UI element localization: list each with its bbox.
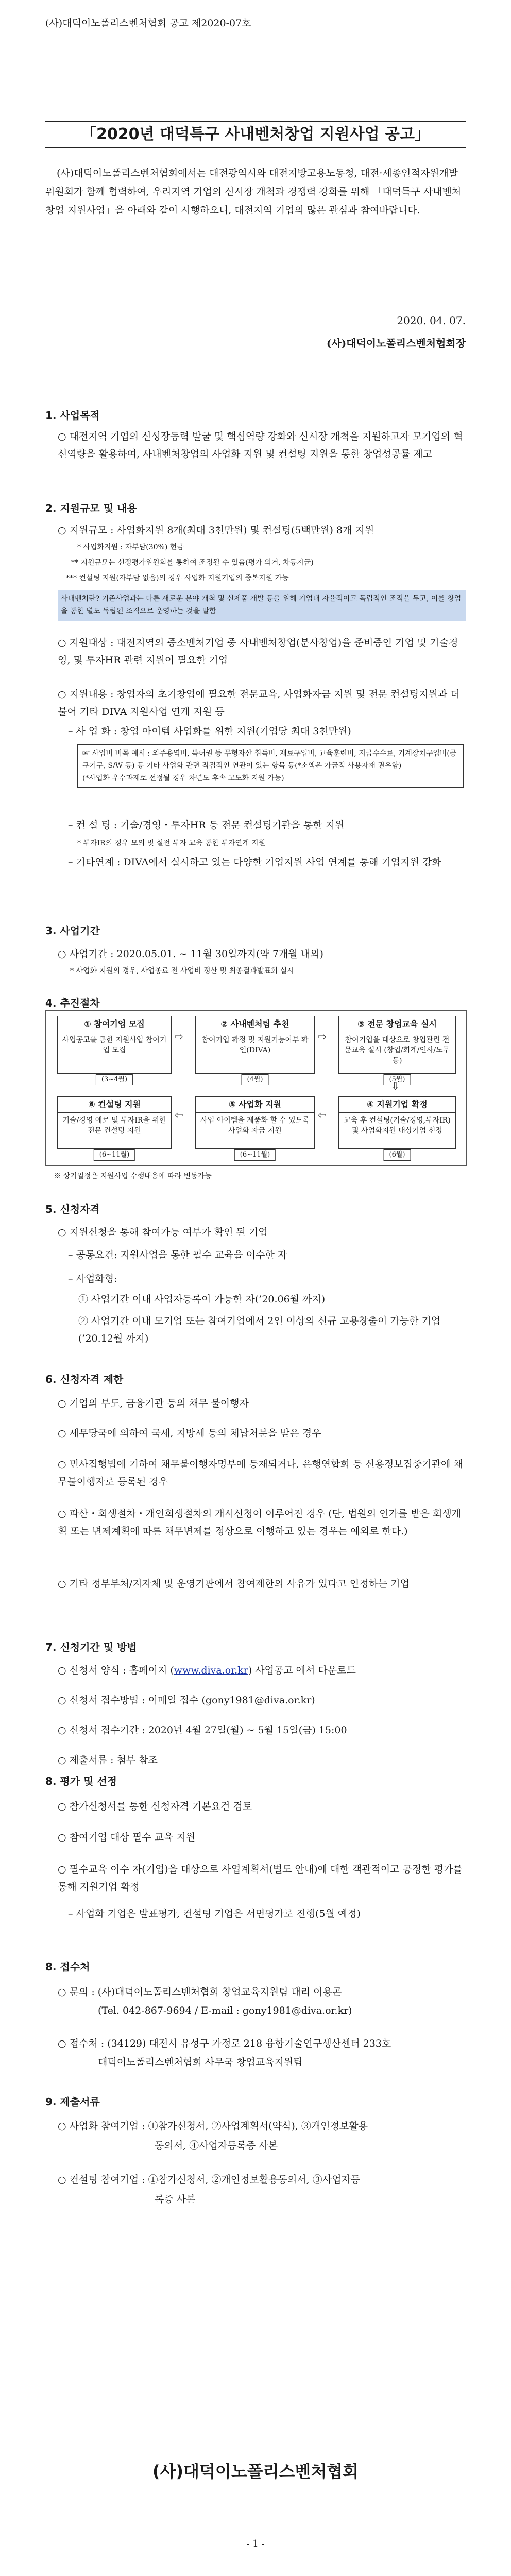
support-content: ○ 지원내용 : 창업자의 초기창업에 필요한 전문교육, 사업화자금 지원 및 전문 컨설팅지원과 더불어 기타 DIVA 지원사업 연계 지원 등 <box>58 689 460 717</box>
section-2-heading: 2. 지원규모 및 내용 <box>45 502 137 514</box>
process-step-5-desc: 사업 아이템을 제품화 할 수 있도록 사업화 자금 지원 <box>200 1116 310 1135</box>
budget-example-text: ☞ 사업비 비목 예시 : 외주용역비, 특허권 등 무형자산 취득비, 재료구입비, 교육훈련비, 지급수수료, 기계장치구입비(공구기구, S/W 등) 등 기타 사업화 관련 직접적인 연관이 있는 항목 등(*소액은 가급적 사용자재 권유함) <box>82 749 457 770</box>
section-1-heading: 1. 사업목적 <box>45 409 100 422</box>
application-form-prefix: ○ 신청서 양식 : 홈페이지 ( <box>58 1665 174 1676</box>
section-1-text: ○ 대전지역 기업의 신성장동력 발굴 및 핵심역량 강화와 신시장 개척을 지원하고자 모기업의 혁신역량을 활용하여, 사내벤처창업의 사업화 지원 및 컨설팅 지원을 통한 창업성공률 제고 <box>58 431 463 460</box>
process-step-4-period: (6월) <box>384 1149 411 1161</box>
process-step-3-desc: 참여기업을 대상으로 창업관련 전문교육 실시 (창업/회계/인사/노무 등) <box>344 1036 450 1065</box>
process-step-5-title: ⑤ 사업화 지원 <box>196 1097 314 1113</box>
process-step-2 <box>195 1016 315 1083</box>
eligibility-common: – 공통요건: 지원사업을 통한 필수 교육을 이수한 자 <box>68 1249 287 1261</box>
section-4-heading: 4. 추진절차 <box>45 997 100 1009</box>
arrow-down-icon: ⇩ <box>391 1080 400 1092</box>
section-7-heading: 7. 신청기간 및 방법 <box>45 1641 137 1653</box>
arrow-right-icon: ⇨ <box>318 1030 327 1043</box>
project-period: ○ 사업기간 : 2020.05.01. ~ 11월 30일까지(약 7개월 내외) <box>58 948 323 960</box>
process-note: ※ 상기일정은 지원사업 수행내용에 따라 변동가능 <box>54 1172 212 1180</box>
support-target: ○ 지원대상 : 대전지역의 중소벤처기업 중 사내벤처창업(분사창업)을 준비중인 기업 및 기술경영, 및 투자HR 관련 지원이 필요한 기업 <box>58 637 458 666</box>
restriction-e: ○ 기타 정부부처/지자체 및 운영기관에서 참여제한의 사유가 있다고 인정하는 기업 <box>58 1578 410 1590</box>
page-number: - 1 - <box>246 2538 265 2549</box>
process-step-1-title: ① 참여기업 모집 <box>58 1016 171 1032</box>
project-period-note: * 사업화 지원의 경우, 사업종료 전 사업비 정산 및 최종결과발표회 실시 <box>70 967 294 975</box>
restriction-c: ○ 민사집행법에 기하여 채무불이행자명부에 등재되거나, 은행연합회 등 신용정보집중기관에 채무불이행자로 등록된 경우 <box>58 1459 463 1487</box>
process-step-6 <box>57 1096 172 1159</box>
title-frame <box>45 120 466 149</box>
evaluation-c: ○ 필수교육 이수 자(기업)을 대상으로 사업계획서(별도 안내)에 대한 객관적이고 공정한 평가를 통해 지원기업 확정 <box>58 1864 463 1893</box>
budget-example-note: (*사업화 우수과제로 선정될 경우 차년도 후속 고도화 지원 가능) <box>82 774 284 782</box>
application-form-suffix: ) 사업공고 에서 다운로드 <box>248 1665 356 1676</box>
footer-org-name: (사)대덕이노폴리스벤처협회 <box>152 2462 359 2481</box>
docs-consulting-1: ○ 컨설팅 참여기업 : ①참가신청서, ②개인정보활용동의서, ③사업자등 <box>58 2174 361 2185</box>
contact-heading: 8. 접수처 <box>45 1961 90 1973</box>
scale-note-2: ** 지원규모는 선정평가위원회를 통하여 조정될 수 있음(평가 의거, 차등지급) <box>71 559 314 567</box>
homepage-link[interactable]: www.diva.or.kr <box>174 1665 248 1676</box>
arrow-right-icon: ⇨ <box>175 1030 183 1043</box>
docs-commercialization-1: ○ 사업화 참여기업 : ①참가신청서, ②사업계획서(약식), ③개인정보활용 <box>58 2120 368 2132</box>
process-step-2-title: ② 사내벤처팀 추천 <box>196 1016 314 1032</box>
docs-commercialization-2: 동의서, ④사업자등록증 사본 <box>155 2140 278 2151</box>
announcer-org: (사)대덕이노폴리스벤처협회장 <box>326 337 466 349</box>
process-flow-panel <box>45 1010 467 1166</box>
process-step-4-desc: 교육 후 컨설팅(기술/경영,투자IR) 및 사업화지원 대상기업 선정 <box>344 1116 451 1135</box>
contact-office: 대덕이노폴리스벤처협회 사무국 창업교육지원팀 <box>98 2056 303 2068</box>
required-documents-ref: ○ 제출서류 : 첨부 참조 <box>58 1754 158 1766</box>
process-step-3-title: ③ 전문 창업교육 실시 <box>339 1016 455 1032</box>
contact-phone-email: (Tel. 042-867-9694 / E-mail : gony1981@diva.or.kr) <box>98 2005 352 2016</box>
application-period: ○ 신청서 접수기간 : 2020년 4월 27일(월) ~ 5월 15일(금) 15:00 <box>58 1725 347 1736</box>
process-step-6-title: ⑥ 컨설팅 지원 <box>58 1097 171 1113</box>
commercialization-item: – 사 업 화 : 창업 아이템 사업화를 위한 지원(기업당 최대 3천만원) <box>68 726 351 737</box>
in-house-venture-definition-box: 사내벤처란? 기존사업과는 다른 새로운 분야 개척 및 신제품 개발 등을 위해 기업내 자율적이고 독립적인 조직을 두고, 이를 창업을 통한 별도 독립된 조직으로 운영하는 것을 말함 <box>58 590 466 621</box>
scale-note-1: * 사업화지원 : 자부담(30%) 현금 <box>77 543 184 551</box>
application-method: ○ 신청서 접수방법 : 이메일 접수 (gony1981@diva.or.kr) <box>58 1695 315 1706</box>
process-step-3-period: (5월) <box>384 1074 411 1085</box>
eligibility-a: ○ 지원신청을 통해 참여가능 여부가 확인 된 기업 <box>58 1227 268 1238</box>
section-8-heading: 8. 평가 및 선정 <box>45 1775 117 1787</box>
evaluation-b: ○ 참여기업 대상 필수 교육 지원 <box>58 1832 196 1843</box>
process-step-1-desc: 사업공고를 통한 지원사업 참여기업 모집 <box>62 1036 167 1055</box>
restriction-a: ○ 기업의 부도, 금융기관 등의 채무 불이행자 <box>58 1398 249 1409</box>
process-step-6-desc: 기술/경영 애로 및 투자IR을 위한 전문 컨설팅 지원 <box>62 1116 166 1135</box>
process-step-6-period: (6~11월) <box>94 1149 135 1161</box>
process-step-1 <box>57 1016 172 1083</box>
process-step-1-period: (3~4월) <box>96 1074 133 1085</box>
eligibility-condition-2: ② 사업기간 이내 모기업 또는 참여기업에서 2인 이상의 신규 고용창출이 가능한 기업(’20.12월 까지) <box>78 1315 441 1344</box>
section-3-heading: 3. 사업기간 <box>45 925 100 937</box>
docs-consulting-2: 록증 사본 <box>155 2194 196 2205</box>
arrow-left-icon: ⇦ <box>175 1109 183 1121</box>
section-9-heading: 9. 제출서류 <box>45 2096 100 2108</box>
process-step-2-period: (4월) <box>242 1074 269 1085</box>
process-step-2-desc: 참여기업 확정 및 지원기능여부 확인(DIVA) <box>201 1036 309 1055</box>
process-step-4-title: ④ 지원기업 확정 <box>339 1097 455 1113</box>
process-step-5-period: (6~11월) <box>234 1149 276 1161</box>
process-step-3 <box>338 1016 456 1083</box>
consulting-item: – 컨 설 팅 : 기술/경영・투자HR 등 전문 컨설팅기관을 통한 지원 <box>68 819 345 831</box>
intro-paragraph: (사)대덕이노폴리스벤처협회에서는 대전광역시와 대전지방고용노동청, 대전·세종인적자원개발위원회가 함께 협력하여, 우리지역 기업의 신시장 개척과 경쟁력 강화를 위해 「대덕특구 사내벤처창업 지원사업」을 아래와 같이 시행하오니, 대전지역 기업의 많은 관심과 참여바랍니다. <box>45 168 462 216</box>
contact-address: ○ 접수처 : (34129) 대전시 유성구 가정로 218 융합기술연구생산센터 233호 <box>58 2038 391 2049</box>
process-step-5 <box>195 1096 315 1159</box>
announcement-date: 2020. 04. 07. <box>397 314 466 327</box>
application-form <box>58 1662 466 1679</box>
budget-example-box <box>77 744 464 788</box>
eligibility-commercialization: – 사업화형: <box>68 1273 117 1284</box>
process-step-4 <box>338 1096 456 1159</box>
restriction-b: ○ 세무당국에 의하여 국세, 지방세 등의 체납처분을 받은 경우 <box>58 1428 321 1439</box>
other-linkage-item: – 기타연계 : DIVA에서 실시하고 있는 다양한 기업지원 사업 연계를 통해 기업지원 강화 <box>68 857 441 868</box>
consulting-note: * 투자IR의 경우 모의 및 실전 투자 교육 통한 투자연계 지원 <box>77 839 266 847</box>
eligibility-condition-1: ① 사업기간 이내 사업자등록이 가능한 자(’20.06월 까지) <box>78 1294 326 1305</box>
evaluation-d: – 사업화 기업은 발표평가, 컨설팅 기업은 서면평가로 진행(5월 예정) <box>68 1908 361 1919</box>
section-5-heading: 5. 신청자격 <box>45 1203 100 1215</box>
contact-inquiry: ○ 문의 : (사)대덕이노폴리스벤처협회 창업교육지원팀 대리 이용곤 <box>58 1986 342 1998</box>
restriction-d: ○ 파산・회생절차・개인회생절차의 개시신청이 이루어진 경우 (단, 법원의 인가를 받은 회생계획 또는 변제계획에 따른 채무변제를 정상으로 이행하고 있는 경우는 예외로 한다.) <box>58 1508 462 1537</box>
notice-number: (사)대덕이노폴리스벤처협회 공고 제2020-07호 <box>45 18 251 29</box>
evaluation-a: ○ 참가신청서를 통한 신청자격 기본요건 검토 <box>58 1801 252 1812</box>
scale-note-3: *** 컨설팅 지원(자부담 없음)의 경우 사업화 지원기업의 중복지원 가능 <box>66 574 289 582</box>
arrow-left-icon: ⇦ <box>318 1109 327 1121</box>
support-scale: ○ 지원규모 : 사업화지원 8개(최대 3천만원) 및 컨설팅(5백만원) 8개 지원 <box>58 525 374 536</box>
page-title: 「2020년 대덕특구 사내벤처창업 지원사업 공고」 <box>81 125 430 143</box>
section-6-heading: 6. 신청자격 제한 <box>45 1373 124 1385</box>
